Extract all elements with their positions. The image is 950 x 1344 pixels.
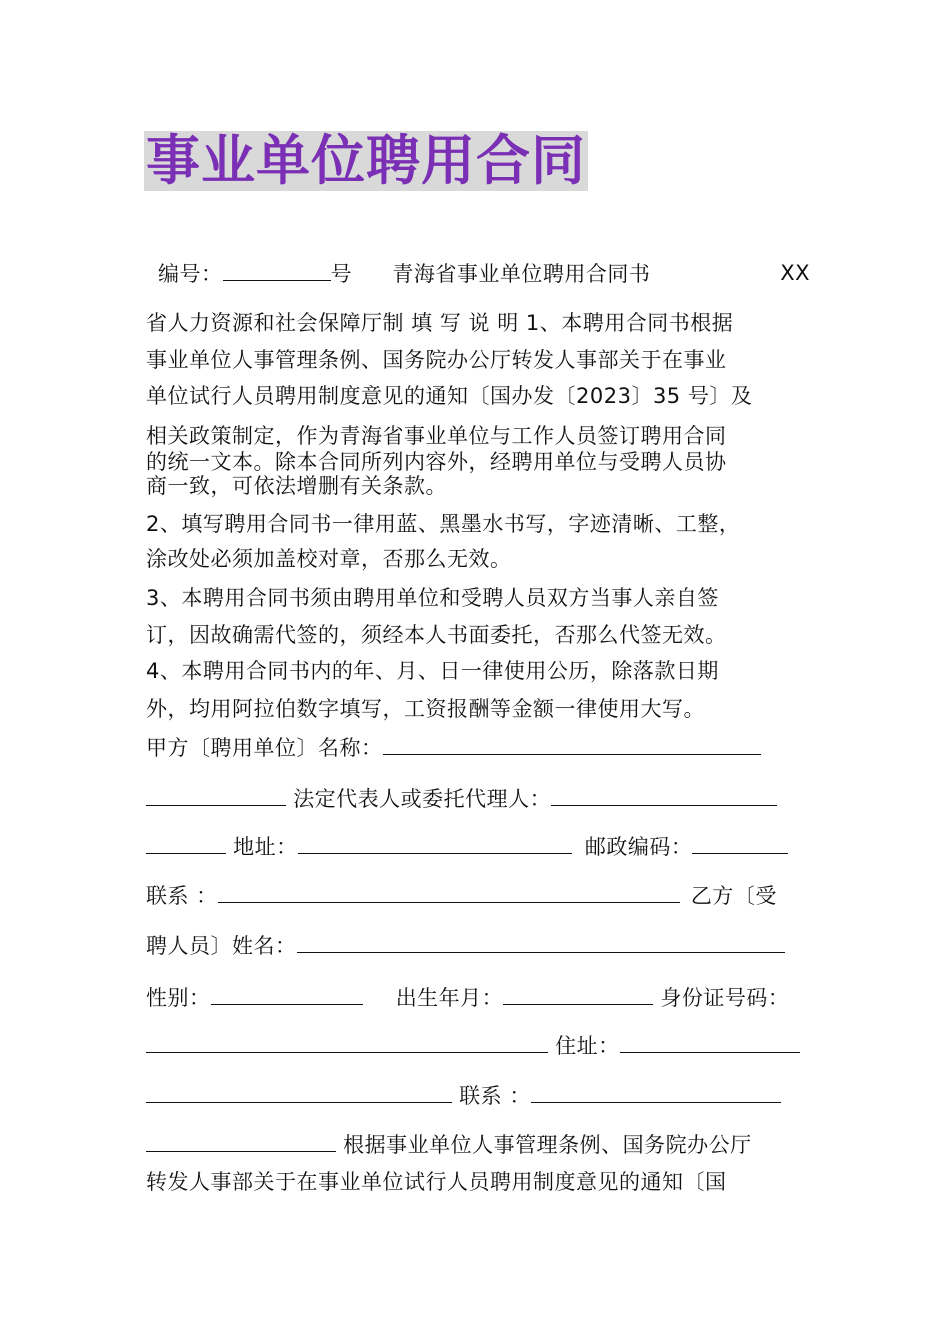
- province-mark: XX: [780, 261, 810, 285]
- paragraph-line: 2、填写聘用合同书一律用蓝、黑墨水书写，字迹清晰、工整，: [146, 512, 741, 536]
- paragraph-line: 外，均用阿拉伯数字填写，工资报酬等金额一律使用大写。: [146, 697, 705, 721]
- paragraph-line: 订，因故确需代签的，须经本人书面委托，否那么代签无效。: [146, 623, 727, 647]
- birth-label: 出生年月：: [395, 986, 504, 1010]
- postcode-label: 邮政编码：: [584, 835, 693, 859]
- residence-blank-cont[interactable]: [146, 1082, 452, 1103]
- contract-number: [146, 260, 650, 287]
- contact-b-blank[interactable]: [531, 1082, 781, 1103]
- contact-a-blank[interactable]: [218, 882, 680, 903]
- contact-b-blank-cont[interactable]: [146, 1131, 336, 1152]
- legal-rep-blank-cont[interactable]: [146, 833, 226, 854]
- contact-a-label: 联系 ：: [146, 884, 218, 908]
- address-row: [146, 833, 810, 860]
- residence-blank[interactable]: [620, 1032, 800, 1053]
- party-b-name-row: [146, 932, 810, 959]
- gender-label: 性别：: [146, 986, 211, 1010]
- paragraph-line: 单位试行人员聘用制度意见的通知〔国办发〔2023〕35 号〕及: [146, 384, 753, 408]
- number-blank[interactable]: [223, 260, 331, 281]
- closing-text-1: 根据事业单位人事管理条例、国务院办公厅: [336, 1133, 752, 1157]
- gender-blank[interactable]: [211, 984, 363, 1005]
- paragraph-line: 事业单位人事管理条例、国务院办公厅转发人事部关于在事业: [146, 348, 727, 372]
- party-a-name-label: 甲方〔聘用单位〕名称：: [146, 736, 383, 760]
- party-b-name-label: 聘人员〕姓名：: [146, 934, 297, 958]
- paragraph-line: 4、本聘用合同书内的年、月、日一律使用公历，除落款日期: [146, 659, 719, 683]
- residence-row: [146, 1032, 810, 1059]
- document-title: 事业单位聘用合同: [146, 129, 586, 192]
- id-number-blank[interactable]: [146, 1032, 548, 1053]
- legal-rep-label: 法定代表人或委托代理人：: [293, 787, 552, 811]
- paragraph-line: 省人力资源和社会保障厅制 填 写 说 明 1、本聘用合同书根据: [146, 311, 734, 335]
- party-b-label-start: 乙方〔受: [690, 884, 777, 908]
- party-a-name-blank-cont[interactable]: [146, 785, 286, 806]
- paragraph-line: 相关政策制定，作为青海省事业单位与工作人员签订聘用合同: [146, 424, 727, 448]
- contact-b-row: [146, 1082, 810, 1109]
- legal-rep-row: [146, 785, 810, 812]
- book-title: 青海省事业单位聘用合同书: [392, 262, 651, 286]
- paragraph-line: 3、本聘用合同书须由聘用单位和受聘人员双方当事人亲自签: [146, 586, 719, 610]
- paragraph-line: 商一致，可依法增删有关条款。: [146, 474, 447, 498]
- party-a-name-row: [146, 734, 810, 761]
- closing-row-1: [146, 1131, 810, 1158]
- gender-birth-id-row: [146, 984, 810, 1011]
- address-blank[interactable]: [298, 833, 572, 854]
- paragraph-line: 涂改处必须加盖校对章，否那么无效。: [146, 547, 512, 571]
- closing-row-2: 转发人事部关于在事业单位试行人员聘用制度意见的通知〔国: [146, 1170, 727, 1194]
- party-a-name-blank[interactable]: [383, 734, 761, 755]
- birth-blank[interactable]: [503, 984, 653, 1005]
- id-number-label: 身份证号码：: [660, 986, 790, 1010]
- contact-b-label: 联系 ：: [452, 1084, 531, 1108]
- header-line: [146, 260, 810, 287]
- postcode-blank[interactable]: [692, 833, 788, 854]
- residence-label: 住址：: [548, 1034, 620, 1058]
- paragraph-line: 的统一文本。除本合同所列内容外，经聘用单位与受聘人员协: [146, 450, 727, 474]
- number-suffix: 号: [330, 262, 352, 286]
- legal-rep-blank[interactable]: [551, 785, 777, 806]
- party-b-name-blank[interactable]: [297, 932, 785, 953]
- address-label: 地址：: [226, 835, 298, 859]
- number-label: 编号：: [158, 262, 223, 286]
- contact-a-row: [146, 882, 810, 909]
